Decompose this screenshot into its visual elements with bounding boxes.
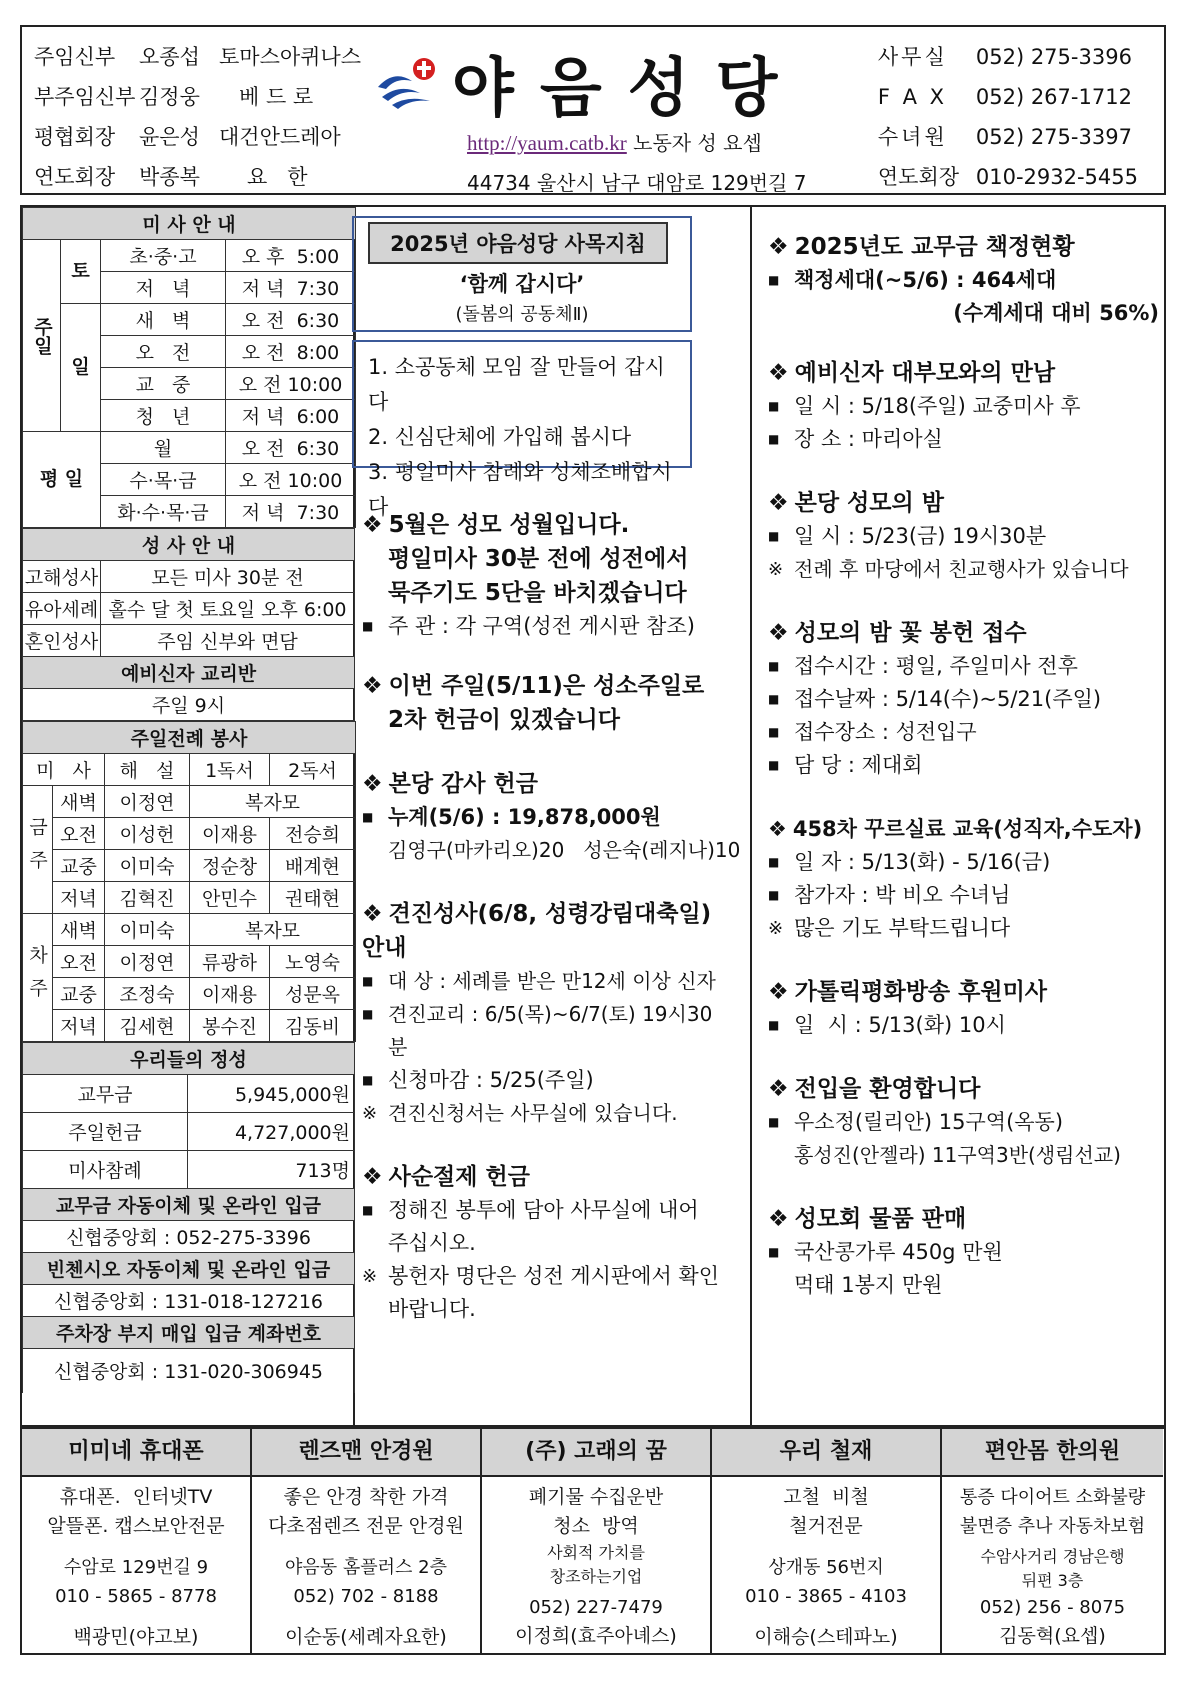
mass-slot: 오전 (53, 946, 105, 978)
mass-time: 저 녁 7:30 (226, 496, 356, 528)
diamond-icon: ❖ (768, 1206, 789, 1232)
pastoral-subtitle: (돌봄의 공동체Ⅱ) (455, 304, 589, 325)
mass-time: 저 녁 6:00 (226, 400, 356, 432)
contact-list (878, 37, 1138, 197)
contact-value: 052) 275-3396 (975, 45, 1132, 69)
mass-time: 오 전 8:00 (226, 336, 356, 368)
section-title: 주일전례 봉사 (23, 722, 356, 754)
reader: 이재용 (190, 818, 270, 850)
commentator: 김세현 (105, 1010, 190, 1042)
pastoral-goals (352, 340, 692, 519)
saint-name: 대건안드레아 (219, 125, 341, 149)
ad-card (22, 1429, 252, 1653)
notice-line: 책정세대(~5/6) : 464세대 (794, 268, 1057, 292)
ad-line: 폐기물 수집운반 (528, 1486, 664, 1508)
week-label: 차주 (23, 914, 53, 1042)
bullet-icon: ■ (768, 529, 780, 543)
diamond-icon: ❖ (768, 360, 789, 386)
column-header: 미 사 (23, 754, 105, 786)
ad-name: 편안몸 한의원 (942, 1429, 1163, 1477)
ad-owner: 이순동(세례자요한) (285, 1626, 447, 1648)
ad-card (712, 1429, 942, 1653)
notice-line: 전례 후 마당에서 친교행사가 있습니다 (794, 557, 1129, 581)
notice-heading: 사순절제 헌금 (388, 1164, 530, 1190)
ads-box (20, 1427, 1166, 1655)
ad-phone: 010 - 5865 - 8778 (55, 1586, 217, 1607)
notice-heading: 본당 성모의 밤 (794, 490, 944, 516)
notice-line: 먹태 1봉지 만원 (794, 1273, 943, 1297)
bullet-icon: ■ (768, 399, 780, 413)
notice-line: 국산콩가루 450g 만원 (794, 1240, 1003, 1264)
catechumen-time: 주일 9시 (23, 689, 355, 721)
offering-label: 미사참례 (23, 1151, 188, 1189)
section-title: 미 사 안 내 (23, 208, 356, 240)
offering-table (22, 1042, 355, 1393)
ad-line: 수암로 129번길 9 (63, 1557, 209, 1578)
role: 평협회장 (34, 125, 116, 149)
person-name: 오종섭 (139, 45, 200, 69)
reader: 복자모 (190, 786, 356, 818)
role: 연도회장 (34, 165, 116, 189)
notice-heading: 이번 주일(5/11)은 성소주일로 (388, 673, 705, 699)
reader: 류광하 (190, 946, 270, 978)
diamond-icon: ❖ (768, 817, 787, 841)
notice-line: 주 관 : 각 구역(성전 게시판 참조) (388, 614, 695, 638)
ad-card (482, 1429, 712, 1653)
reader: 봉수진 (190, 1010, 270, 1042)
notice-line: 참가자 : 박 비오 수녀님 (794, 883, 1011, 907)
saint-name: 토마스아퀴나스 (219, 45, 362, 69)
mass-name: 화·수·목·금 (101, 496, 226, 528)
sacrament-info: 홀수 달 첫 토요일 오후 6:00 (101, 593, 355, 625)
mass-table (22, 207, 356, 528)
reader: 이재용 (190, 978, 270, 1010)
notice-line: 견진신청서는 사무실에 있습니다. (388, 1101, 678, 1125)
contact-label: 사무실 (877, 45, 948, 69)
notice-line: 우소정(릴리안) 15구역(옥동) (794, 1110, 1064, 1134)
bullet-icon: ■ (362, 974, 374, 988)
role: 부주임신부 (34, 85, 136, 109)
pastoral-title: 2025년 야음성당 사목지침 (368, 222, 668, 264)
ad-line: 통증 다이어트 소화불량 (959, 1487, 1146, 1508)
section-title: 빈첸시오 자동이체 및 온라인 입금 (23, 1253, 355, 1285)
mass-name: 오 전 (101, 336, 226, 368)
divider (750, 207, 752, 1425)
diamond-icon: ❖ (768, 620, 789, 646)
reference-mark-icon: ※ (362, 1266, 378, 1287)
ad-name: 미미네 휴대폰 (22, 1429, 250, 1477)
notice-heading: 2차 헌금이 있겠습니다 (388, 707, 620, 733)
notice-line: (수계세대 대비 56%) (953, 301, 1159, 325)
account-number: 신협중앙회 : 131-018-127216 (23, 1285, 355, 1317)
section-title: 성 사 안 내 (23, 529, 355, 561)
mass-name: 수·목·금 (101, 464, 226, 496)
notice-heading: 예비신자 대부모와의 만남 (794, 360, 1056, 386)
notice-heading: 5월은 성모 성월입니다. (388, 512, 630, 538)
section-title: 우리들의 정성 (23, 1043, 355, 1075)
diamond-icon: ❖ (362, 512, 383, 538)
diamond-icon: ❖ (362, 673, 383, 699)
notice-line: 일 시 : 5/18(주일) 교중미사 후 (794, 394, 1081, 418)
bullet-icon: ■ (768, 432, 780, 446)
diamond-icon: ❖ (768, 1076, 789, 1102)
notice-heading: 전입을 환영합니다 (794, 1076, 981, 1102)
notice-line: 많은 기도 부탁드립니다 (794, 916, 1011, 940)
ad-line: 야음동 홈플러스 2층 (285, 1557, 447, 1578)
contact-value: 052) 267-1712 (975, 85, 1132, 109)
bullet-icon: ■ (768, 1115, 780, 1129)
day-label: 토 (61, 240, 101, 304)
ad-phone: 010 - 3865 - 4103 (745, 1586, 907, 1607)
notice-line: 접수날짜 : 5/14(수)~5/21(주일) (794, 687, 1102, 711)
ad-owner: 백광민(야고보) (73, 1626, 199, 1648)
reader: 김동비 (270, 1010, 356, 1042)
reader: 배계현 (270, 850, 356, 882)
week-label: 금주 (23, 786, 53, 914)
commentator: 이정연 (105, 786, 190, 818)
day-label: 일 (61, 304, 101, 432)
bullet-icon: ■ (768, 758, 780, 772)
diamond-icon: ❖ (362, 771, 383, 797)
bullet-icon: ■ (768, 692, 780, 706)
mass-name: 초·중·고 (101, 240, 226, 272)
contact-label: 수녀원 (877, 125, 948, 149)
section-title: 예비신자 교리반 (23, 657, 355, 689)
clergy-list (34, 37, 361, 197)
person-name: 김정웅 (139, 85, 200, 109)
column-header: 2독서 (270, 754, 356, 786)
commentator: 이성헌 (105, 818, 190, 850)
commentator: 김혁진 (105, 882, 190, 914)
mass-time: 오 전 6:30 (226, 304, 356, 336)
bullet-icon: ■ (768, 1018, 780, 1032)
notice-line: 일 시 : 5/13(화) 10시 (794, 1013, 1006, 1037)
saint-name: 요 한 (247, 165, 308, 189)
bullet-icon: ■ (768, 1245, 780, 1259)
section-title: 교무금 자동이체 및 온라인 입금 (23, 1189, 355, 1221)
contact-value: 052) 275-3397 (975, 125, 1132, 149)
bullet-icon: ■ (768, 273, 780, 287)
mass-slot: 저녁 (53, 882, 105, 914)
bullet-icon: ■ (768, 888, 780, 902)
parish-emblem-icon (374, 55, 442, 111)
commentator: 이미숙 (105, 850, 190, 882)
mass-slot: 교중 (53, 978, 105, 1010)
diamond-icon: ❖ (768, 490, 789, 516)
sacrament-info: 모든 미사 30분 전 (101, 561, 355, 593)
person-name: 윤은성 (139, 125, 200, 149)
ad-owner: 이정희(효주아녜스) (515, 1625, 677, 1647)
notice-line: 담 당 : 제대회 (794, 753, 923, 777)
reader: 안민수 (190, 882, 270, 914)
reader: 권태현 (270, 882, 356, 914)
mass-time: 오 전 10:00 (226, 368, 356, 400)
ad-name: 렌즈맨 안경원 (252, 1429, 480, 1477)
weekday-label: 평 일 (23, 432, 101, 528)
notice-line: 접수장소 : 성전입구 (794, 720, 977, 744)
ad-phone: 052) 227-7479 (529, 1597, 663, 1618)
mass-time: 오 전 6:30 (226, 432, 356, 464)
notice-heading: 성모의 밤 꽃 봉헌 접수 (794, 620, 1027, 646)
notice-heading: 본당 감사 헌금 (388, 771, 538, 797)
sacrament-info: 주임 신부와 면담 (101, 625, 355, 657)
notice-heading: 묵주기도 5단을 바치겠습니다 (388, 580, 687, 606)
ad-owner: 이해승(스테파노) (754, 1626, 898, 1648)
mass-slot: 오전 (53, 818, 105, 850)
patron-saint: 노동자 성 요셉 (633, 131, 762, 155)
mass-time: 오 후 5:00 (226, 240, 356, 272)
reader: 성문옥 (270, 978, 356, 1010)
notice-line: 장 소 : 마리아실 (794, 427, 943, 451)
mass-time: 저 녁 7:30 (226, 272, 356, 304)
mass-name: 새 벽 (101, 304, 226, 336)
bullet-icon: ■ (768, 659, 780, 673)
reader: 노영숙 (270, 946, 356, 978)
sunday-label: 주일 (23, 240, 61, 432)
notice-heading: 성모회 물품 판매 (794, 1206, 967, 1232)
notice-line: 신청마감 : 5/25(주일) (388, 1068, 594, 1092)
notice-line: 대 상 : 세례를 받은 만12세 이상 신자 (388, 969, 716, 993)
ad-line: 창조하는기업 (549, 1567, 643, 1586)
account-number: 신협중앙회 : 052-275-3396 (23, 1221, 355, 1253)
header-box (20, 25, 1166, 195)
notice-heading: 견진성사(6/8, 성령강림대축일) 안내 (362, 901, 712, 961)
offering-value: 4,727,000원 (188, 1113, 355, 1151)
offering-label: 교무금 (23, 1075, 188, 1113)
address: 44734 울산시 남구 대암로 129번길 7 (467, 171, 807, 195)
parish-title: 야음성당 (452, 52, 804, 126)
ad-line: 청소 방역 (553, 1515, 639, 1537)
ad-line: 사회적 가치를 (547, 1543, 645, 1562)
bullet-icon: ■ (362, 810, 374, 824)
bullet-icon: ■ (768, 725, 780, 739)
ad-line: 철거전문 (789, 1515, 863, 1537)
ad-line: 좋은 안경 착한 가격 (283, 1486, 449, 1508)
sacrament-name: 고해성사 (23, 561, 101, 593)
parish-logo (374, 37, 803, 129)
ad-owner: 김동혁(요셉) (999, 1625, 1106, 1647)
ad-card (942, 1429, 1163, 1653)
notice-heading: 평일미사 30분 전에 성전에서 (388, 546, 689, 572)
column-header: 1독서 (190, 754, 270, 786)
ad-line: 휴대폰. 인터넷TV (59, 1486, 213, 1508)
notice-line: 바랍니다. (388, 1297, 476, 1321)
commentator: 이미숙 (105, 914, 190, 946)
ad-line: 뒤편 3층 (1021, 1571, 1084, 1590)
mass-time: 오 전 10:00 (226, 464, 356, 496)
mass-slot: 새벽 (53, 914, 105, 946)
ad-phone: 052) 702 - 8188 (293, 1586, 439, 1607)
bullet-icon: ■ (362, 619, 374, 633)
notice-heading: 가톨릭평화방송 후원미사 (794, 979, 1048, 1005)
commentator: 조정숙 (105, 978, 190, 1010)
website-link[interactable]: http://yaum.catb.kr (467, 131, 627, 155)
sacrament-name: 혼인성사 (23, 625, 101, 657)
ad-name: 우리 철재 (712, 1429, 940, 1477)
offering-value: 5,945,000원 (188, 1075, 355, 1113)
offering-value: 713명 (188, 1151, 355, 1189)
contact-value: 010-2932-5455 (975, 165, 1138, 189)
reader: 전승희 (270, 818, 356, 850)
notice-line: 일 자 : 5/13(화) - 5/16(금) (794, 850, 1051, 874)
ad-line: 수암사거리 경남은행 (980, 1547, 1125, 1566)
notice-line: 주십시오. (388, 1231, 476, 1255)
mass-slot: 교중 (53, 850, 105, 882)
reference-mark-icon: ※ (768, 918, 784, 939)
ad-card (252, 1429, 482, 1653)
column-header: 해 설 (105, 754, 190, 786)
section-title: 주차장 부지 매입 입금 계좌번호 (23, 1317, 355, 1349)
ad-name: (주) 고래의 꿈 (482, 1429, 710, 1477)
mass-name: 저 녁 (101, 272, 226, 304)
reference-mark-icon: ※ (768, 559, 784, 580)
commentator: 이정연 (105, 946, 190, 978)
ad-line: 고철 비철 (783, 1486, 869, 1508)
reference-mark-icon: ※ (362, 1103, 378, 1124)
notice-line: 김영구(마카리오)20 성은숙(레지나)10 (388, 838, 741, 862)
diamond-icon: ❖ (362, 1164, 383, 1190)
contact-label: 연도회장 (877, 165, 960, 189)
notice-heading: 458차 꾸르실료 교육(성직자,수도자) (792, 817, 1143, 841)
role: 주임신부 (34, 45, 116, 69)
info-table-column (22, 207, 355, 1393)
notice-line: 접수시간 : 평일, 주일미사 전후 (794, 654, 1078, 678)
contact-label: F A X (877, 85, 948, 109)
ad-line: 알뜰폰. 캡스보안전문 (47, 1515, 225, 1537)
notice-line: 홍성진(안젤라) 11구역3반(생림선교) (794, 1143, 1121, 1167)
bullet-icon: ■ (362, 1007, 374, 1021)
bullet-icon: ■ (362, 1203, 374, 1217)
goal-item: 3. 평일미사 참례와 성체조배합시다 (368, 460, 672, 519)
mass-slot: 저녁 (53, 1010, 105, 1042)
goal-item: 1. 소공동체 모임 잘 만들어 갑시다 (368, 355, 665, 414)
ad-line: 상개동 56번지 (768, 1557, 884, 1578)
ad-phone: 052) 256 - 8075 (979, 1597, 1126, 1618)
right-notices (768, 230, 1163, 1302)
diamond-icon: ❖ (362, 901, 383, 927)
notice-line: 누계(5/6) : 19,878,000원 (388, 805, 661, 829)
ad-line: 불면증 추나 자동차보험 (959, 1516, 1146, 1537)
reader: 복자모 (190, 914, 356, 946)
notice-line: 정해진 봉투에 담아 사무실에 내어 (388, 1198, 699, 1222)
mass-name: 청 년 (101, 400, 226, 432)
notice-heading: 2025년도 교무금 책정현황 (794, 234, 1075, 260)
website-line (467, 127, 762, 156)
liturgy-table (22, 721, 356, 1042)
notice-line: 봉헌자 명단은 성전 게시판에서 확인 (388, 1264, 719, 1288)
offering-label: 주일헌금 (23, 1113, 188, 1151)
bullet-icon: ■ (768, 855, 780, 869)
account-number: 신협중앙회 : 131-020-306945 (23, 1349, 355, 1393)
notice-line: 일 시 : 5/23(금) 19시30분 (794, 524, 1047, 548)
saint-name: 베 드 로 (239, 85, 314, 109)
mass-name: 교 중 (101, 368, 226, 400)
sacrament-name: 유아세례 (23, 593, 101, 625)
bullet-icon: ■ (362, 1073, 374, 1087)
notice-line: 견진교리 : 6/5(목)~6/7(토) 19시30분 (388, 1002, 713, 1059)
reader: 정순창 (190, 850, 270, 882)
ad-line: 다초점렌즈 전문 안경원 (268, 1515, 464, 1537)
mass-slot: 새벽 (53, 786, 105, 818)
mid-notices (362, 508, 741, 1326)
diamond-icon: ❖ (768, 979, 789, 1005)
goal-item: 2. 신심단체에 가입해 봅시다 (368, 425, 632, 449)
person-name: 박종복 (139, 165, 200, 189)
mass-name: 월 (101, 432, 226, 464)
sacrament-table (22, 528, 355, 721)
diamond-icon: ❖ (768, 234, 789, 260)
pastoral-motto: ‘함께 갑시다’ (459, 272, 585, 296)
